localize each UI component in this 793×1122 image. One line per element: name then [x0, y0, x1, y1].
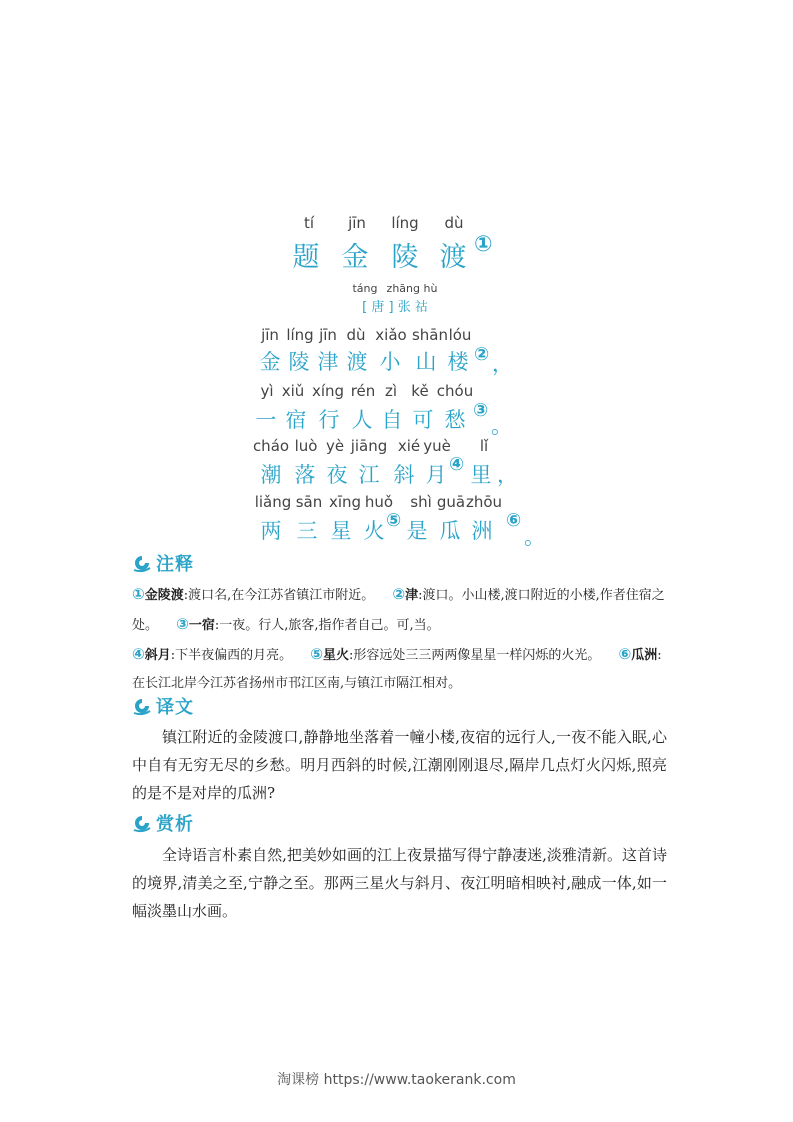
notes-list	[132, 580, 667, 698]
line2-char-4: 人	[351, 408, 373, 432]
note-1-text: :渡口名,在今江苏省镇江市附近。	[183, 588, 375, 603]
note-2-term: 津	[405, 588, 419, 603]
line3-pinyin-2: luò	[294, 437, 318, 455]
line3-char-4: 江	[358, 463, 380, 487]
line4-pinyin-6: guā	[436, 493, 466, 511]
note-1-term: 金陵渡	[144, 588, 184, 603]
line1-pinyin-4: dù	[346, 326, 366, 344]
note-5-text: :形容远处三三两两像星星一样闪烁的火光。	[348, 648, 601, 663]
line2-pinyin-1: yì	[260, 382, 274, 400]
note-3-number: ③	[176, 615, 189, 633]
line2-pinyin-5: zì	[384, 382, 398, 400]
author-name: [ 唐 ] 张 祜	[362, 300, 428, 315]
line3-char-2: 落	[294, 463, 316, 487]
swirl-icon	[132, 696, 152, 716]
line1-char-5: 小	[379, 350, 401, 374]
line2-char-6: 可	[412, 408, 434, 432]
line3-char-7: 里	[470, 463, 492, 487]
line1-pinyin-1: jīn	[261, 326, 279, 344]
note-4	[132, 645, 293, 663]
line1-note-mark: ②	[474, 344, 490, 365]
line4-punct: 。	[524, 525, 545, 549]
line4-pinyin-2: sān	[295, 493, 323, 511]
note-3	[176, 615, 440, 633]
line2-pinyin-4: rén	[350, 382, 376, 400]
note-5-term: 星火	[322, 648, 349, 663]
title-char-1: 题	[292, 242, 320, 273]
note-5	[310, 645, 601, 663]
line3-pinyin-1: cháo	[252, 437, 290, 455]
line3-note-mark: ④	[449, 454, 465, 475]
line1-pinyin-6: shān	[411, 326, 449, 344]
line4-char-6: 瓜	[439, 519, 461, 543]
note-6-term: 瓜洲	[631, 648, 658, 663]
line4-note-mark-a: ⑤	[386, 510, 402, 531]
line2-punct: 。	[491, 414, 512, 438]
line3-pinyin-6: yuè	[423, 437, 451, 455]
line2-char-7: 愁	[444, 408, 466, 432]
line4-char-5: 是	[406, 519, 428, 543]
title-pinyin-2: jīn	[348, 214, 366, 232]
line4-char-3: 星	[330, 519, 352, 543]
appreciation-section-header	[132, 811, 194, 835]
swirl-icon	[132, 553, 152, 573]
line1-pinyin-2: líng	[286, 326, 314, 344]
line1-char-2: 陵	[288, 350, 310, 374]
note-4-text: :下半夜偏西的月亮。	[170, 648, 293, 663]
notes-section-header	[132, 551, 194, 575]
line1-char-1: 金	[259, 350, 281, 374]
note-2-number: ②	[392, 585, 406, 603]
appreciation-title: 赏析	[156, 814, 194, 835]
line3-punct: ，	[497, 463, 518, 487]
line4-pinyin-5: shì	[410, 493, 432, 511]
note-6-number: ⑥	[618, 645, 632, 663]
line1-char-7: 楼	[447, 350, 469, 374]
line4-note-mark-b: ⑥	[506, 510, 522, 531]
note-3-term: 一宿	[188, 618, 215, 633]
line4-char-7: 洲	[471, 519, 493, 543]
footer-watermark: 淘课榜 https://www.taokerank.com	[277, 1072, 516, 1088]
line2-char-1: 一	[255, 408, 277, 432]
author-pinyin-1: táng	[352, 282, 378, 295]
line4-char-4: 火	[363, 519, 385, 543]
line4-pinyin-4: huǒ	[364, 493, 394, 511]
translation-title: 译文	[156, 697, 194, 718]
title-char-4: 渡	[439, 242, 467, 273]
line3-pinyin-3: yè	[325, 437, 345, 455]
line1-pinyin-7: lóu	[448, 326, 472, 344]
line2-note-mark: ③	[473, 400, 489, 421]
line1-pinyin-5: xiǎo	[375, 326, 407, 344]
note-3-text: :一夜。行人,旅客,指作者自己。可,当。	[214, 618, 440, 633]
line1-char-6: 山	[415, 350, 437, 374]
line4-char-1: 两	[260, 519, 282, 543]
line4-pinyin-3: xīng	[328, 493, 362, 511]
author-pinyin-2: zhāng hù	[386, 282, 438, 295]
title-pinyin-4: dù	[444, 214, 464, 232]
note-1	[132, 585, 375, 603]
title-char-2: 金	[341, 242, 369, 273]
note-4-term: 斜月	[144, 648, 171, 663]
notes-title: 注释	[156, 554, 194, 575]
line3-char-1: 潮	[260, 463, 282, 487]
note-1-number: ①	[132, 585, 145, 603]
line1-pinyin-3: jīn	[319, 326, 337, 344]
note-6-text: :在长江北岸今江苏省扬州市邗江区南,与镇江市隔江相对。	[132, 648, 662, 691]
translation-text: 镇江附近的金陵渡口,静静地坐落着一幢小楼,夜宿的远行人,一夜不能入眠,心中自有无穷无尽的乡愁。明月西斜的时候,江潮刚刚退尽,隔岸几点灯火闪烁,照亮的是不是对岸的瓜洲?	[132, 728, 667, 802]
line3-char-6: 月	[425, 463, 447, 487]
line4-pinyin-7: zhōu	[465, 493, 503, 511]
title-pinyin-3: líng	[391, 214, 419, 232]
swirl-icon	[132, 813, 152, 833]
appreciation-text: 全诗语言朴素自然,把美妙如画的江上夜景描写得宁静凄迷,淡雅清新。这首诗的境界,清美之至,宁静之至。那两三星火与斜月、夜江明暗相映衬,融成一体,如一幅淡墨山水画。	[132, 846, 667, 920]
line4-pinyin-1: liǎng	[254, 493, 292, 511]
line4-char-2: 三	[296, 519, 318, 543]
line3-char-5: 斜	[393, 463, 415, 487]
note-2-text: :渡口。小山楼,渡口附近的小楼,作者住宿之处。	[132, 588, 665, 633]
line2-pinyin-3: xíng	[311, 382, 345, 400]
line2-char-2: 宿	[285, 408, 307, 432]
line2-pinyin-2: xiǔ	[281, 382, 305, 400]
line1-char-3: 津	[317, 350, 339, 374]
line3-char-3: 夜	[326, 463, 348, 487]
note-5-number: ⑤	[310, 645, 323, 663]
translation-section-header	[132, 694, 194, 718]
line1-punct: ，	[492, 352, 513, 376]
line3-pinyin-4: jiāng	[350, 437, 388, 455]
title-char-3: 陵	[391, 242, 419, 273]
title-note-mark: ①	[474, 232, 493, 257]
line2-char-3: 行	[318, 408, 340, 432]
note-4-number: ④	[132, 645, 145, 663]
line2-pinyin-7: chóu	[436, 382, 474, 400]
line3-pinyin-5: xié	[397, 437, 421, 455]
line2-char-5: 自	[381, 408, 403, 432]
title-pinyin-1: tí	[303, 214, 315, 232]
line1-char-4: 渡	[346, 350, 368, 374]
line2-pinyin-6: kě	[411, 382, 429, 400]
line3-pinyin-7: lǐ	[479, 437, 489, 455]
